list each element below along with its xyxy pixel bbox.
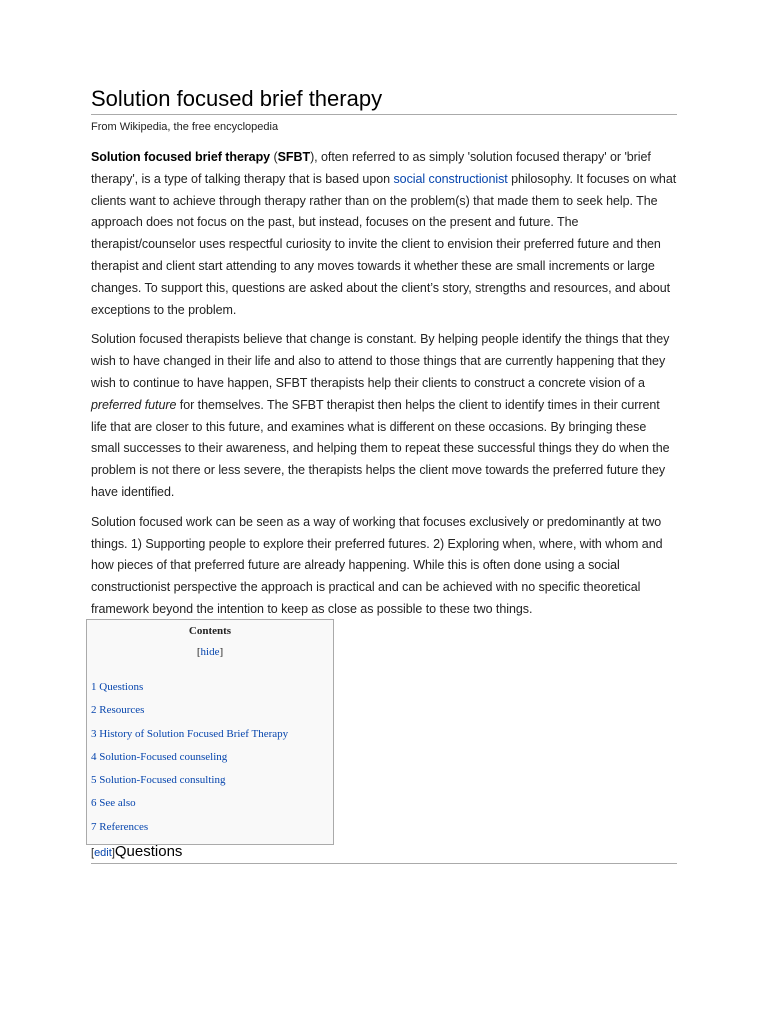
bold-term: Solution focused brief therapy bbox=[91, 150, 271, 164]
p2-text-a: Solution focused therapists believe that change is constant. By helping people identify the things that they wish to have changed in their life and also to attend to those things that are currently happening that they wish to continue to have happen, SFBT therapists help their clients to construct a concrete vision of a bbox=[91, 332, 670, 390]
social-constructionist-link[interactable]: social constructionist bbox=[393, 171, 508, 186]
edit-bracket-close: ] bbox=[111, 847, 115, 859]
toc-hide-link[interactable]: hide bbox=[200, 646, 220, 658]
toc-bracket-open: [ bbox=[196, 646, 201, 658]
edit-section-link[interactable]: edit bbox=[94, 847, 112, 859]
toc-title: Contents bbox=[188, 625, 232, 637]
bold-abbr: SFBT bbox=[277, 150, 311, 164]
toc-item bbox=[91, 820, 333, 843]
intro-text-a: ), often referred to as simply 'solution focused therapy' or 'brief therapy', is a type of talking therapy that is based upon bbox=[91, 150, 651, 186]
page-subtitle: From Wikipedia, the free encyclopedia bbox=[91, 121, 279, 133]
toc-link-questions[interactable]: 1 Questions bbox=[91, 681, 144, 693]
toc-bracket-close: ] bbox=[219, 646, 224, 658]
section-heading-questions bbox=[91, 843, 677, 864]
toc-item bbox=[91, 796, 333, 819]
paren-open: ( bbox=[270, 150, 278, 164]
italic-term: preferred future bbox=[91, 397, 177, 412]
toc-item bbox=[91, 773, 333, 796]
article-body bbox=[91, 86, 677, 629]
toc-hide-toggle bbox=[87, 646, 333, 658]
intro-text-b: philosophy. It focuses on what clients want to achieve through therapy rather than on the problem(s) that made them to seek help. The approach does not focus on the past, but instead, focuses on the present and future. The therapist/counselor uses respectful curiosity to invite the client to envision their preferred future and then therapist and client start attending to any moves towards it whether these are small increments or large changes. To support this, questions are asked about the client’s story, strengths and resources, and about exceptions to the problem. bbox=[91, 171, 677, 317]
table-of-contents bbox=[86, 619, 334, 845]
toc-item bbox=[91, 750, 333, 773]
toc-item bbox=[91, 680, 333, 703]
p2-text-b: for themselves. The SFBT therapist then helps the client to identify times in their current life that are closer to this future, and examines what is different on these occasions. By bringing these small successes to their awareness, and helping them to repeat these successful things they do when the problem is not there or less severe, the therapists helps the client move towards the preferred future they have identified. bbox=[91, 397, 670, 499]
section-title: Questions bbox=[114, 843, 183, 860]
toc-link-see-also[interactable]: 6 See also bbox=[91, 797, 136, 810]
toc-link-history[interactable]: 3 History of Solution Focused Brief Therapy bbox=[91, 727, 289, 740]
second-paragraph bbox=[91, 329, 677, 503]
page-title: Solution focused brief therapy bbox=[91, 86, 677, 115]
toc-link-counseling[interactable]: 4 Solution-Focused counseling bbox=[91, 750, 228, 763]
edit-bracket-open: [ bbox=[91, 847, 95, 859]
toc-link-consulting[interactable]: 5 Solution-Focused consulting bbox=[91, 774, 226, 787]
toc-list bbox=[91, 680, 333, 843]
third-paragraph: Solution focused work can be seen as a way of working that focuses exclusively or predominantly at two things. 1) Supporting people to explore their preferred futures. 2) Exploring when, where, with whom and how pieces of that preferred future are already happening. While this is often done using a social constructionist perspective the approach is practical and can be achieved with no specific theoretical framework beyond the intention to keep as close as possible to these two things. bbox=[91, 514, 663, 616]
toc-link-references[interactable]: 7 References bbox=[91, 820, 149, 833]
intro-paragraph bbox=[91, 147, 677, 321]
toc-item bbox=[91, 703, 333, 726]
toc-link-resources[interactable]: 2 Resources bbox=[91, 704, 145, 717]
toc-item bbox=[91, 727, 333, 750]
